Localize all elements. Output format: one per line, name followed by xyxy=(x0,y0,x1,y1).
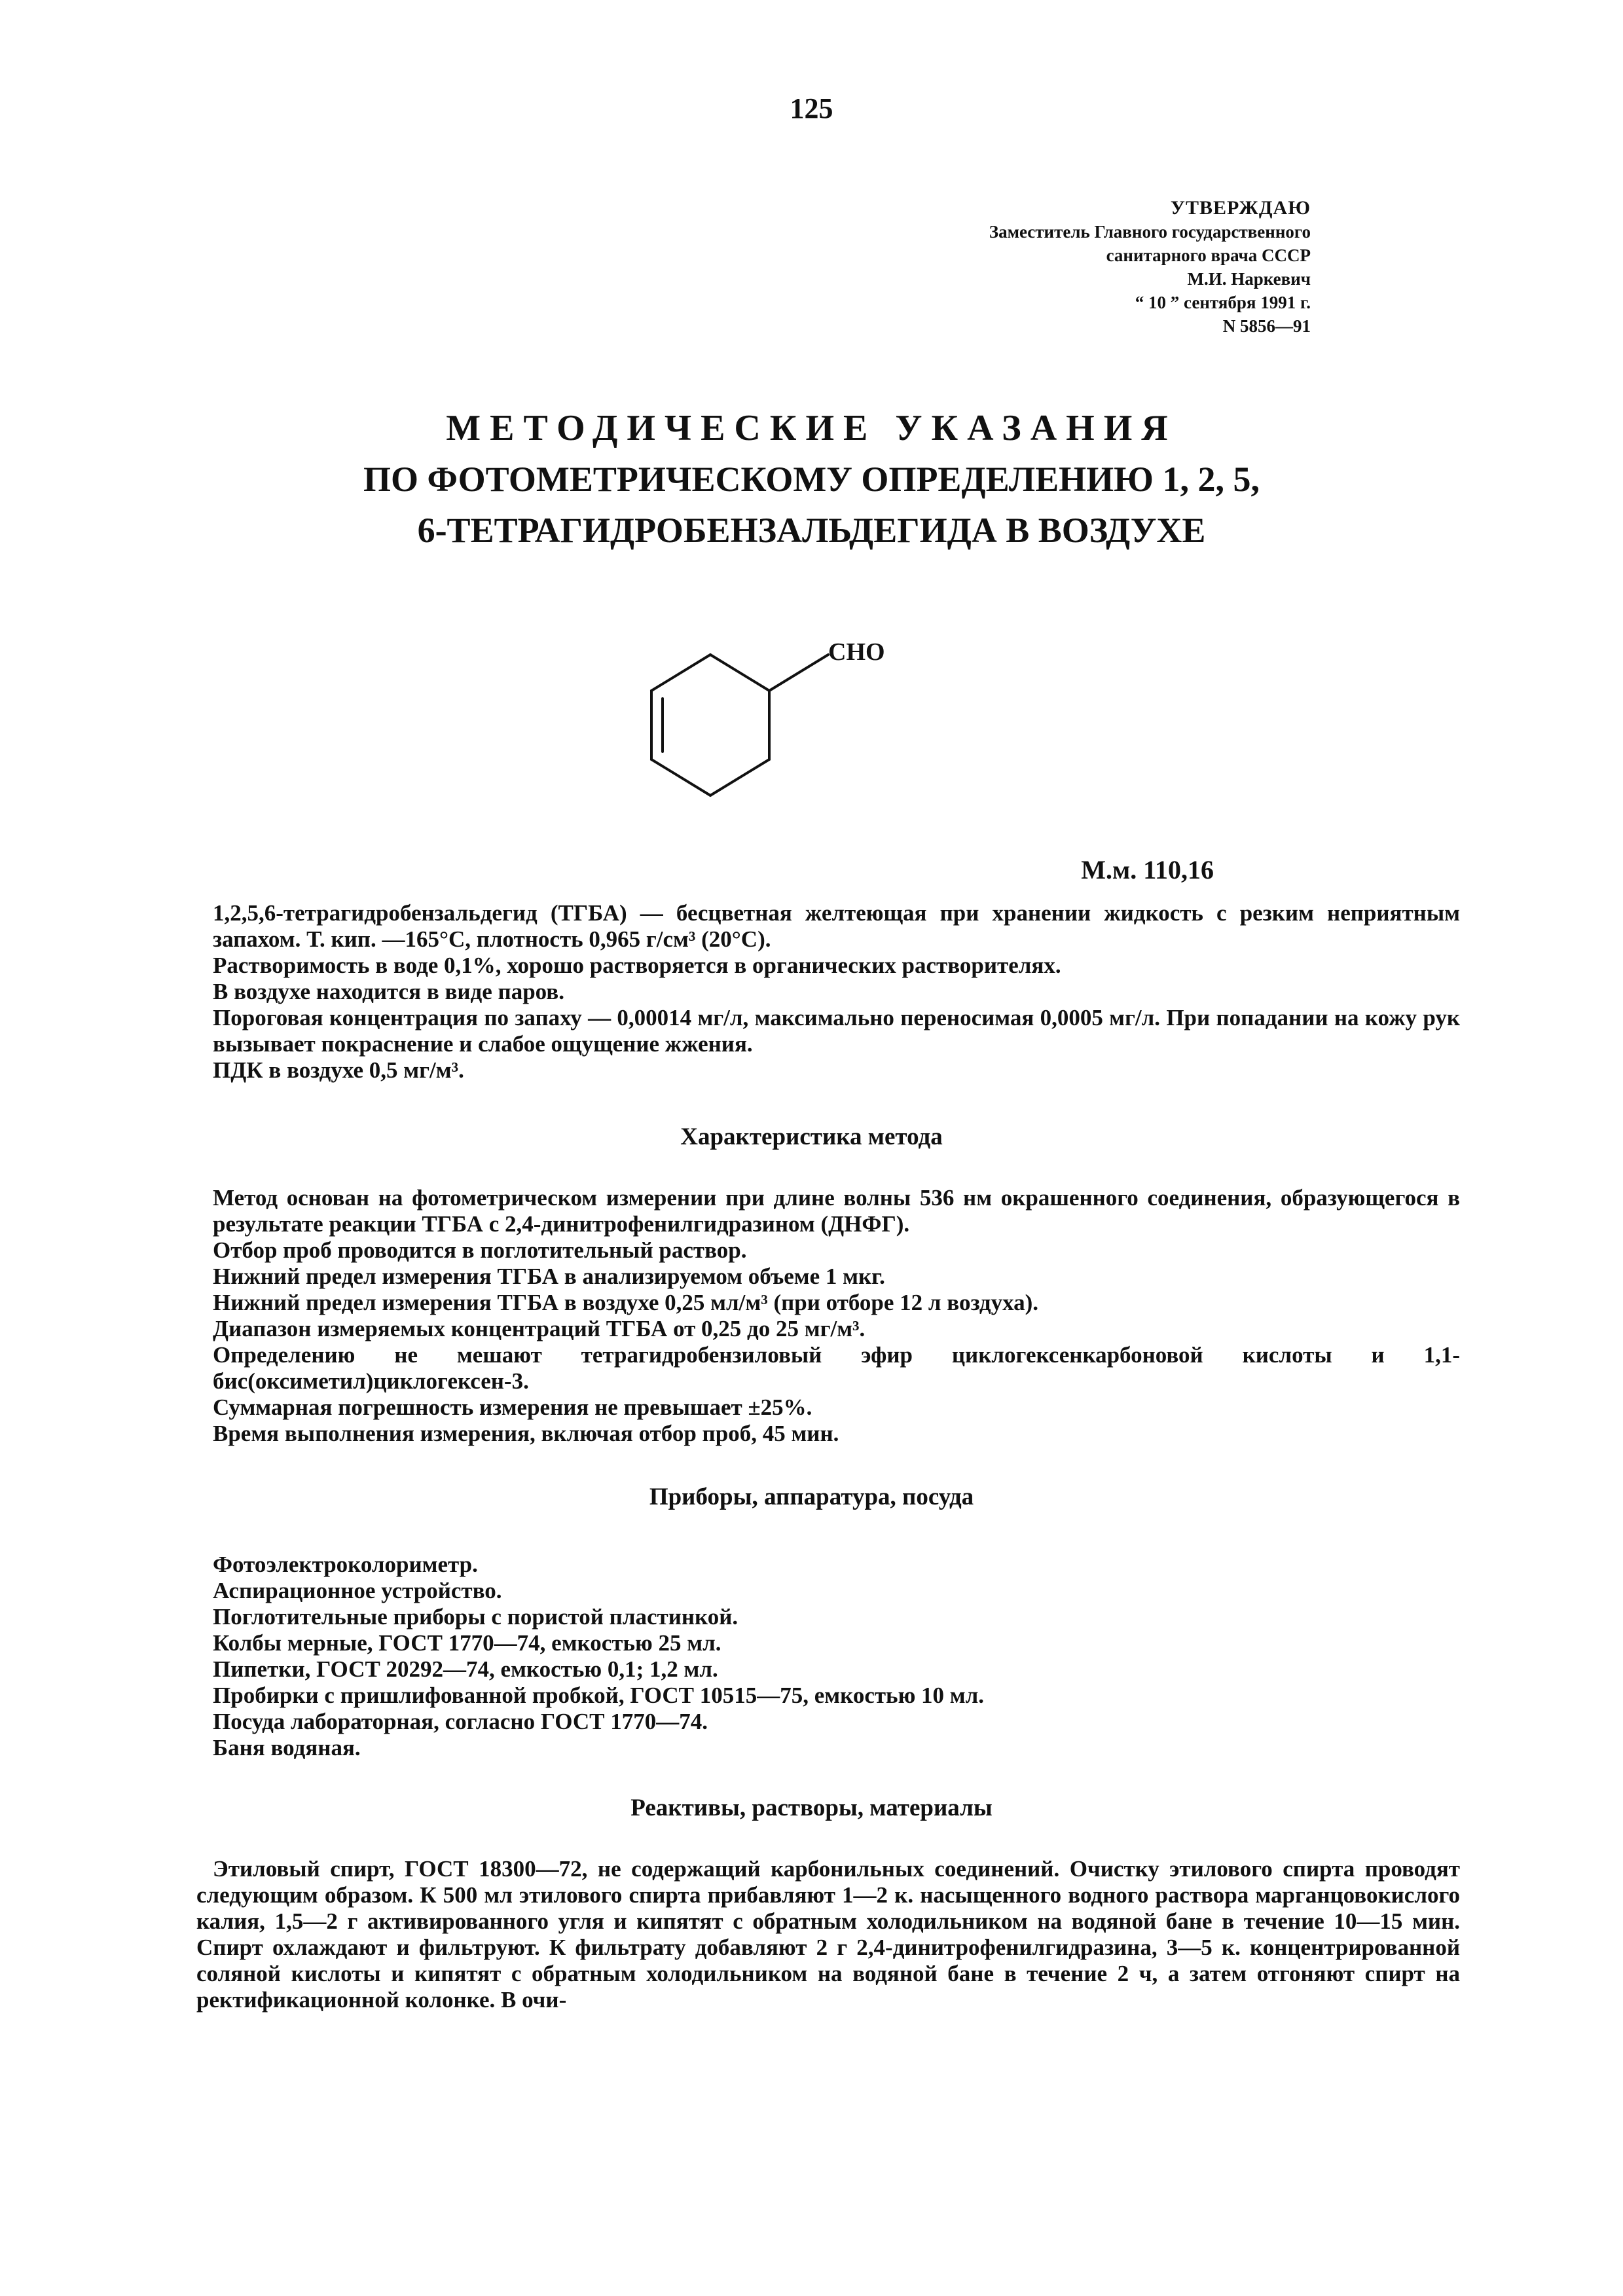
intro-paragraph-1: 1,2,5,6-тетрагидробензальдегид (ТГБА) — бесцветная желтеющая при хранении жидкость с резким неприятным запахом. Т. кип. —165°С, плотность 0,965 г/см³ (20°С). xyxy=(213,900,1460,952)
method-paragraph-7: Суммарная погрешность измерения не превышает ±25%. xyxy=(213,1394,812,1420)
approval-number: N 5856—91 xyxy=(1222,316,1311,336)
equipment-item: Посуда лабораторная, согласно ГОСТ 1770—74. xyxy=(213,1709,708,1734)
intro-paragraph-2: Растворимость в воде 0,1%, хорошо растворяется в органических растворителях. xyxy=(213,953,1061,978)
document-title xyxy=(0,403,1623,556)
approval-position-line1: Заместитель Главного государственного xyxy=(989,222,1311,242)
equipment-list xyxy=(213,1552,1460,1761)
method-paragraph-1: Метод основан на фотометрическом измерении при длине волны 536 нм окрашенного соединения, образующегося в результате реакции ТГБА с 2,4-динитрофенилгидразином (ДНФГ). xyxy=(213,1185,1460,1237)
reagents-paragraph-1: Этиловый спирт, ГОСТ 18300—72, не содержащий карбонильных соединений. Очистку этилового спирта проводят следующим образом. К 500 мл этилового спирта прибавляют 1—2 к. насыщенного водного раствора марганцовокислого калия, 1,5—2 г активированного угля и кипятят с обратным холодильником на водяной бане в течение 10—15 мин. Спирт охлаждают и фильтруют. К фильтрату добавляют 2 г 2,4-динитрофенилгидразина, 3—5 к. концентрированной соляной кислоты и кипятят с обратным холодильником на водяной бане в течение 2 ч, а затем отгоняют спирт на ректификационной колонке. В очи- xyxy=(196,1856,1460,2013)
equipment-item: Баня водяная. xyxy=(213,1735,361,1760)
intro-paragraph-4: Пороговая концентрация по запаху — 0,00014 мг/л, максимально переносимая 0,0005 мг/л. При попадании на кожу рук вызывает покраснение и слабое ощущение жжения. xyxy=(213,1005,1460,1057)
equipment-item: Поглотительные приборы с пористой пластинкой. xyxy=(213,1604,739,1630)
reagents-heading: Реактивы, растворы, материалы xyxy=(630,1795,993,1821)
reagents-section xyxy=(196,1856,1460,2013)
method-paragraph-3: Нижний предел измерения ТГБА в анализируемом объеме 1 мкг. xyxy=(213,1264,885,1289)
title-line2: ПО ФОТОМЕТРИЧЕСКОМУ ОПРЕДЕЛЕНИЮ 1, 2, 5, xyxy=(363,460,1260,499)
method-paragraph-2: Отбор проб проводится в поглотительный раствор. xyxy=(213,1237,747,1263)
method-section xyxy=(213,1185,1460,1447)
equipment-item: Аспирационное устройство. xyxy=(213,1578,502,1603)
cho-group-label: CHO xyxy=(828,638,885,666)
equipment-item: Колбы мерные, ГОСТ 1770—74, емкостью 25 мл. xyxy=(213,1630,721,1656)
intro-paragraph-3: В воздухе находится в виде паров. xyxy=(213,979,564,1004)
method-paragraph-8: Время выполнения измерения, включая отбор проб, 45 мин. xyxy=(213,1421,839,1446)
ring-bond-6 xyxy=(651,655,710,691)
method-paragraph-5: Диапазон измеряемых концентраций ТГБА от 0,25 до 25 мг/м³. xyxy=(213,1316,866,1341)
ring-bond-3 xyxy=(710,759,769,795)
cyclohexene-ring-diagram xyxy=(629,629,930,825)
approval-position-line2: санитарного врача СССР xyxy=(1106,246,1311,265)
equipment-heading: Приборы, аппаратура, посуда xyxy=(649,1484,974,1510)
method-paragraph-6: Определению не мешают тетрагидробензиловый эфир циклогексенкарбоновой кислоты и 1,1-бис(оксиметил)циклогексен-3. xyxy=(213,1342,1460,1394)
approval-signer: М.И. Наркевич xyxy=(1187,269,1311,289)
molar-mass: М.м. 110,16 xyxy=(1081,855,1214,884)
equipment-item: Пипетки, ГОСТ 20292—74, емкостью 0,1; 1,2 мл. xyxy=(213,1656,718,1682)
equipment-item: Пробирки с пришлифованной пробкой, ГОСТ 10515—75, емкостью 10 мл. xyxy=(213,1683,985,1708)
approval-block xyxy=(989,196,1311,338)
ring-bond-1 xyxy=(710,655,769,691)
method-paragraph-4: Нижний предел измерения ТГБА в воздухе 0,25 мл/м³ (при отборе 12 л воздуха). xyxy=(213,1290,1039,1315)
structural-formula xyxy=(629,629,930,825)
approval-date: “ 10 ” сентября 1991 г. xyxy=(1135,293,1311,312)
intro-paragraph-5: ПДК в воздухе 0,5 мг/м³. xyxy=(213,1057,464,1083)
equipment-item: Фотоэлектроколориметр. xyxy=(213,1552,478,1577)
title-line3: 6-ТЕТРАГИДРОБЕНЗАЛЬДЕГИДА В ВОЗДУХЕ xyxy=(417,511,1206,550)
method-heading: Характеристика метода xyxy=(680,1123,943,1150)
ring-bond-4 xyxy=(651,759,710,795)
substituent-bond xyxy=(769,655,828,691)
approval-title: УТВЕРЖДАЮ xyxy=(1170,197,1311,219)
intro-section xyxy=(213,900,1460,1084)
page-number: 125 xyxy=(790,92,833,124)
title-line1: МЕТОДИЧЕСКИЕ УКАЗАНИЯ xyxy=(446,408,1177,448)
